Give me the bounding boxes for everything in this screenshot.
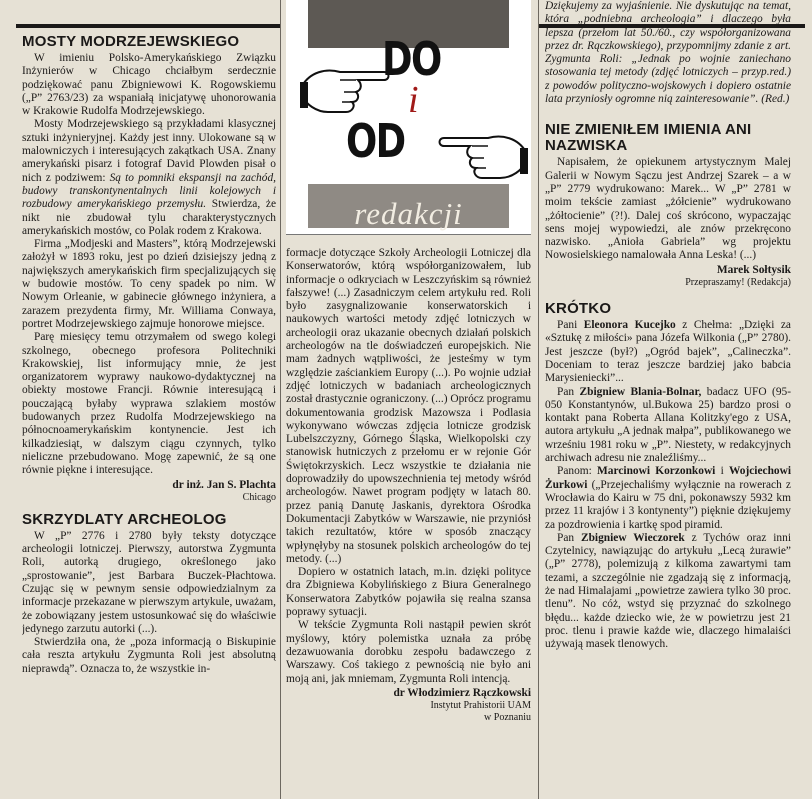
signature-place: Chicago — [242, 491, 276, 503]
signature: dr Włodzimierz Rączkowski — [393, 686, 531, 699]
paragraph: Napisałem, że opiekunem artystycznym Malej Galerii w Nowym Sączu jest Andrzej Szarek – a w „P” 2779 wydrukowano: Marek... W „P” 2781 w moim tekście zamiast „żółcienie” wydrukowano „żółtocienie” (?!). Dalej coś skrócono, wypaczając sens mojej wypowiedzi, ale znów przekręcono nazwisko. „Anioła Gabriela” wg projektu Nowosielskiego namalowała Anna Leska! (...) — [545, 156, 791, 262]
article-krotko — [545, 301, 791, 651]
masthead-od: OD — [346, 114, 405, 168]
pointing-hand-right-icon — [300, 52, 392, 122]
article-title: KRÓTKO — [545, 300, 612, 318]
article-mosty — [22, 34, 276, 504]
paragraph: formacje dotyczące Szkoły Archeologii Lotniczej dla Konserwatorów, którą współorganizowałem, lub informacje o odkryciach w Leszczyńskim są również fałszywe! (...) Zasadniczym celem artykułu red. Roli było zasygnalizowanie konserwatorskich i naukowych wartości metody zdjęć lotniczych w archeologii oraz ukazanie obecnych działań polskich archeologów na tle doświadczeń europejskich. Nie mam żadnych wątpliwości, że jesteśmy w tym względzie zaściankiem Europy (...). Po wojnie udział zdjęć lotniczych w badaniach archeologicznych został drastycznie ograniczony. (...) Oprócz programu dokumentowania grodzisk Mazowsza i Podlasia wykonywano wówczas zdjęcia lotnicze grodzisk Lubelszczyzny, Górnego Śląska, Wielkopolski czy stanowisk hutniczych z przełomu er w rejonie Gór Świętokrzyskich. Lecz wszystkie te działania nie doprowadziły do upowszechnienia tej metody wśród archeologów. Nawet program podjęty w latach 80. przez panią Danutę Jaskanis, dyrektora Ośrodka Dokumentacji Zabytków w Warszawie, nie przyniósł takich rezultatów, które w sposób znaczący wpłynęłyby na stosunek polskich archeologów do tej metody. (...) — [286, 247, 531, 565]
paragraph: Pan Zbigniew Blania-Bolnar, badacz UFO (95-050 Konstantynów, ul.Bukowa 25) bardzo prosi o kontakt pana Roberta Allana Kolitzky'ego z USA, autora artykułu „A jednak małpa”, publikowanego we wrześniu 1981 roku w „P”. Niestety, w redakcyjnych archiwach adresu nie znaleźliśmy... — [545, 385, 791, 465]
section-masthead — [286, 0, 531, 235]
paragraph: Firma „Modjeski and Masters”, którą Modrzejewski założył w 1893 roku, jest po dzień dzisiejszy jedną z największych amerykańskich firm specjalizujących się w budowie mostów. To ceny spadek po nim. W Nowym Orleanie, w gabinecie głównego inżyniera, a zarazem prezydenta firmy, Mr. Williama Conwaya, portret Modrzejewskiego zajmuje honorowe miejsce. — [22, 238, 276, 330]
pointing-hand-left-icon — [436, 118, 528, 188]
masthead-i: i — [408, 79, 419, 121]
paragraph: Mosty Modrzejewskiego są przykładami klasycznej sztuki inżynieryjnej. Każdy jest inny. Ulokowane są w malowniczych i interesujących zakątkach USA. Znany amerykański pisarz i fotograf David Plowden pisał o nich z podziwem: Są to pomniki ekspansji na zachód, budowy transkontynentalnych linii kolejowych i rozbudowy amerykańskiego przemysłu. Stwierdza, że nikt nie zbudował tylu charakterystycznych amerykańskich mostów, co Polak rodem z Krakowa. — [22, 118, 276, 237]
paragraph: W tekście Zygmunta Roli nastąpił pewien skrót myślowy, który polemistka uznała za próbę dezawuowania dorobku zespołu badawczego z Warszawy. Coś takiego z pewnością nie było ani moją ani, jak mniemam, Zygmunta Roli intencją. — [286, 619, 531, 685]
column-right — [545, 0, 791, 799]
editorial-reply: Przepraszamy! (Redakcja) — [685, 277, 791, 289]
article-title: NIE ZMIENIŁEM IMIENIA ANI NAZWISKA — [545, 121, 752, 155]
masthead-redakcji: redakcji — [354, 195, 463, 231]
article-nie-zmienilem — [545, 122, 791, 289]
paragraph: Pani Eleonora Kucejko z Chełma: „Dzięki za «Sztukę z miłości» pana Józefa Wilkonia („P” 2780). Jest jeszcze (był?) „Ogród bajek”, „Calineczka”. Doceniam to teraz jeszcze bardziej jako babcia Marysieniecki”... — [545, 319, 791, 385]
signature: dr inż. Jan S. Plachta — [172, 478, 276, 491]
quote: Są to pomniki ekspansji na zachód, budowy transkontynentalnych linii kolejowych i rozbudowy amerykańskiego przemysłu. — [22, 171, 276, 211]
paragraph: W imieniu Polsko-Amerykańskiego Związku Inżynierów w Chicago chciałbym serdecznie podziękować panu Zbigniewowi K. Rogowskiemu („P” 2763/23) za wspaniałą inicjatywę uhonorowania w Krakowie Rudolfa Modrzejewskiego. — [22, 52, 276, 118]
signature-institute: Instytut Prahistorii UAM — [430, 700, 531, 712]
masthead-do: DO — [382, 32, 441, 86]
column-left — [22, 0, 276, 799]
paragraph: Parę miesięcy temu otrzymałem od swego kolegi szkolnego, obecnego profesora Politechniki Krakowskiej, list informujący mnie, że jest organizatorem wyprawy naukowo-dydaktycznej na obiekty mostowe Francji. Równie interesującą i pouczającą byłaby wyprawa szlakiem mostów budowanych przez Rudolfa Modrzejewskiego na północnoamerykańskim kontynencie. Jest ich kilkadziesiąt, w dalszym ciągu czynnych, tylko nieliczne przebudowano. Mogę zapewnić, że są one równie piękne i interesujące. — [22, 331, 276, 477]
column-center — [286, 0, 531, 799]
column-divider-2 — [538, 0, 539, 799]
paragraph: Dopiero w ostatnich latach, m.in. dzięki polityce dra Zbigniewa Kobylińskiego z Biura Generalnego Konserwatora Zabytków pojawiła się realna szansa poprawy sytuacji. — [286, 566, 531, 619]
article-title: MOSTY MODRZEJEWSKIEGO — [22, 33, 240, 50]
article-skrzydlaty — [22, 512, 276, 676]
editorial-note: Dziękujemy za wyjaśnienie. Nie dyskutując na temat, która „podniebna archeologia” i dlaczego była lepsza (przełom lat 50./60., czy współorganizowana przez dr. Rączkowskiego), przypomnijmy zdanie z art. Zygmunta Roli: „Jednak po wojnie zaniechano stosowania tej metody (zdjęć lotniczych – przyp.red.) z powodów polityczno-wojskowych i dopiero ostatnie lata przyniosły ogromne nią zainteresowanie”. (Red.) — [545, 0, 791, 106]
signature: Marek Sołtysik — [716, 263, 791, 276]
paragraph: Stwierdziła ona, że „poza informacją o Biskupinie cała reszta artykułu Zygmunta Roli jest absolutną nieprawdą”. Oznacza to, że wszystkie in- — [22, 636, 276, 675]
article-title: SKRZYDLATY ARCHEOLOG — [22, 510, 227, 528]
column-divider-1 — [280, 0, 281, 799]
paragraph: Pan Zbigniew Wieczorek z Tychów oraz inni Czytelnicy, nawiązując do artykułu „Lecą żurawie” („P” 2778), polemizują z kilkoma zawartymi tam tezami, a szczególnie nie zgadzają się z informacją, że nad Himalajami „powietrze zawiera tylko 30 proc. tlenu”. No cóż, wstyd się przyznać do szkolnego błędu... każde dziecko wie, że w powietrzu jest 21 proc. tlenu i prawie każde wie, dlaczego himalaiści używają masek tlenowych. — [545, 531, 791, 651]
paragraph: W „P” 2776 i 2780 były teksty dotyczące archeologii lotniczej. Pierwszy, autorstwa Zygmunta Roli, autorką drugiego, określonego jako „sprostowanie”, jest Barbara Buczek-Płachtowa. Czując się w pewnym sensie odpowiedzialnym za informacje przekazane w pierwszym artykule, uważam, że zobowiązany jestem ustosunkować się do właściwie jedynego zarzutu autorki (...). — [22, 529, 276, 635]
paragraph: Panom: Marcinowi Korzonkowi i Wojciechowi Żurkowi („Przejechaliśmy wyłącznie na rowerach z Wrocławia do Kairu w 75 dni, pokonawszy 5932 km przez 11 krajów i 3 kontynenty”) pięknie dziękujemy za pozdrowienia i kartkę spod piramid. — [545, 465, 791, 531]
signature-place: w Poznaniu — [484, 712, 531, 724]
